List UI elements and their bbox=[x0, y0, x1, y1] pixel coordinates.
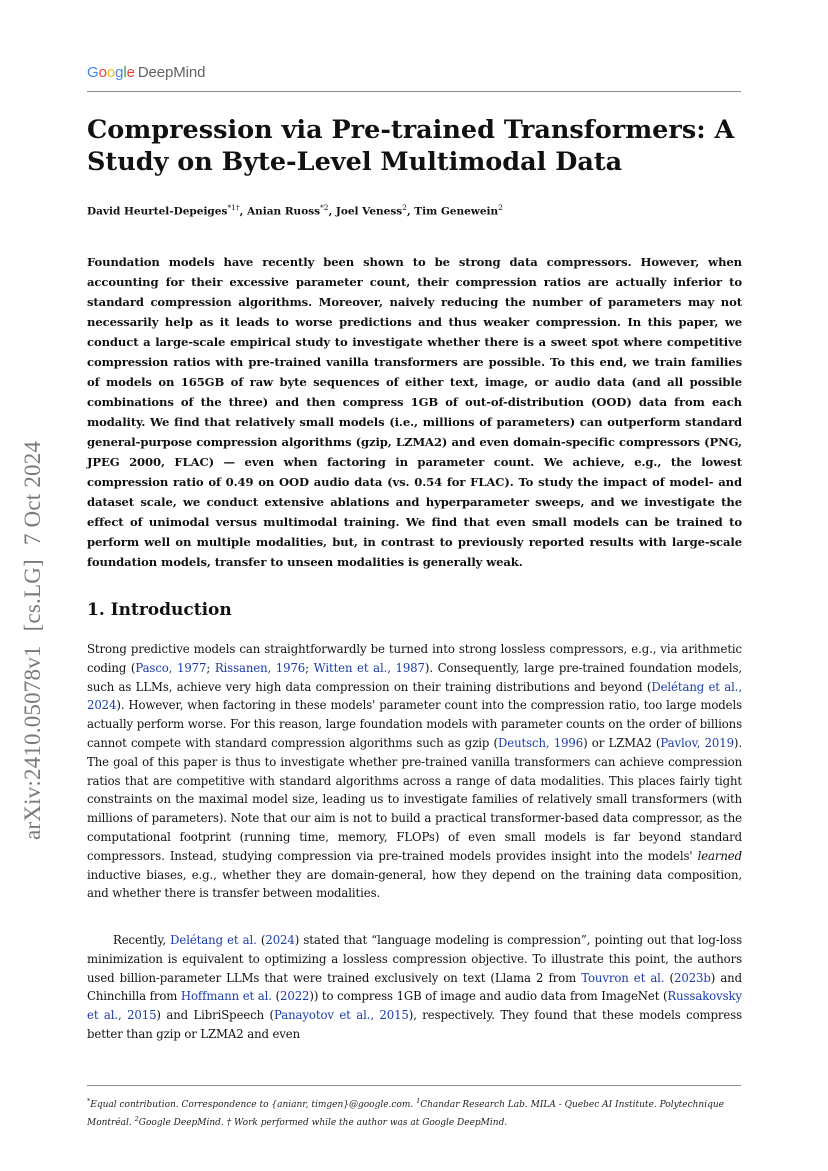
header-divider bbox=[87, 91, 741, 92]
abstract: Foundation models have recently been shown to be strong data compressors. However, when accounting for their excessive parameter count, their compression ratios are actually inferior to standard compression algorithms. Moreover, naively reducing the number of parameters may not necessarily help as it leads to worse predictions and thus weaker compression. In this paper, we conduct a large-scale empirical study to investigate whether there is a sweet spot where competitive compression ratios with pre-trained vanilla transformers are possible. To this end, we train families of models on 165GB of raw byte sequences of either text, image, or audio data (and all possible combinations of the three) and then compress 1GB of out-of-distribution (OOD) data from each modality. We find that relatively small models (i.e., millions of parameters) can outperform standard general-purpose compression algorithms (gzip, LZMA2) and even domain-specific compressors (PNG, JPEG 2000, FLAC) — even when factoring in parameter count. We achieve, e.g., the lowest compression ratio of 0.49 on OOD audio data (vs. 0.54 for FLAC). To study the impact of model- and dataset scale, we conduct extensive ablations and hyperparameter sweeps, and we investigate the effect of unimodal versus multimodal training. We find that even small models can be trained to perform well on multiple modalities, but, in contrast to previously reported results with large-scale foundation models, transfer to unseen modalities is generally weak. bbox=[87, 255, 742, 569]
footnote-text: Equal contribution. Correspondence to {anianr, timgen}@google.com. bbox=[90, 1100, 417, 1110]
paragraph-text: ) and Chinchilla from bbox=[87, 970, 742, 1004]
paragraph-text: inductive biases, e.g., whether they are domain-general, how they depend on the training data composition, and whether there is transfer between modalities. bbox=[87, 867, 742, 901]
citation-link[interactable]: Russakovsky et al., 2015 bbox=[87, 989, 743, 1023]
citation-link[interactable]: Pasco, 1977 bbox=[135, 660, 207, 675]
citation-link[interactable]: 2022 bbox=[280, 989, 310, 1004]
citation-link[interactable]: Pavlov, 2019 bbox=[660, 735, 734, 750]
citation-link[interactable]: Delétang et al., 2024 bbox=[87, 679, 742, 713]
author-name: Tim Genewein bbox=[414, 205, 499, 218]
logo-letter: o bbox=[106, 64, 116, 81]
intro-paragraph-2 bbox=[87, 931, 742, 1044]
arxiv-category: [cs.LG] bbox=[20, 559, 45, 632]
google-deepmind-logo bbox=[87, 64, 205, 81]
logo-letter: g bbox=[115, 64, 124, 81]
author-name: Joel Veness bbox=[335, 205, 403, 218]
paragraph-text: ). The goal of this paper is thus to investigate whether pre-trained vanilla transformers can achieve compression ratios that are competitive with standard algorithms across a range of data modalities. This places fairly tight constraints on the maximal model size, leading us to investigate families of relatively small transformers (with millions of parameters). Note that our aim is not to build a practical transformer-based data compressor, as the computational footprint (running time, memory, FLOPs) of even small models is far beyond standard compressors. Instead, studying compression via pre-trained models provides insight into the models' bbox=[87, 735, 742, 863]
arxiv-stamp bbox=[20, 427, 46, 840]
intro-paragraph-1 bbox=[87, 640, 742, 903]
emphasized-text: learned bbox=[697, 848, 742, 863]
citation-link[interactable]: Delétang et al. bbox=[170, 933, 257, 947]
paragraph-text: ). However, when factoring in these models' parameter count into the compression ratio, too large models actually perform worse. For this reason, large foundation models with parameter counts on the order of billions cannot compete with standard compression algorithms such as gzip ( bbox=[87, 698, 742, 750]
logo-letter: G bbox=[87, 64, 99, 81]
footnote-text: Chandar Research Lab. MILA - Quebec AI Institute. Polytechnique Montréal. bbox=[87, 1100, 724, 1128]
paragraph-text: ) stated that “language modeling is compression”, pointing out that log-loss minimization is equivalent to optimizing a lossless compression objective. To illustrate this point, the authors used billion-parameter LLMs that were trained exclusively on text (Llama 2 from bbox=[87, 933, 742, 985]
footnote bbox=[87, 1094, 742, 1130]
citation-link[interactable]: 2024 bbox=[265, 933, 295, 947]
paragraph-text: ), respectively. They found that these models compress better than gzip or LZMA2 and even bbox=[87, 1008, 743, 1041]
paragraph-text: ; bbox=[305, 660, 314, 675]
author-name: Anian Ruoss bbox=[246, 205, 321, 218]
author-list: David Heurtel-Depeiges$^{*1\dagger}$, Anian Ruoss$^{*2}$, Joel Veness$^2$, Tim Genewein$^2$ bbox=[87, 203, 503, 218]
logo-letter: o bbox=[98, 64, 107, 81]
paper-title: Compression via Pre-trained Transformers: A Study on Byte-Level Multimodal Data bbox=[87, 115, 735, 177]
paragraph-text: Strong predictive models can straightforwardly be turned into strong lossless compressors, e.g., via arithmetic coding ( bbox=[87, 642, 742, 675]
paragraph-text: ( bbox=[664, 970, 675, 985]
paragraph-text: ). Consequently, large pre-trained foundation models, such as LLMs, achieve very high data compression on their training distributions and beyond ( bbox=[87, 660, 743, 694]
paragraph-text: ) or LZMA2 ( bbox=[583, 735, 661, 750]
footnote-mark: * bbox=[87, 1097, 91, 1105]
citation-link[interactable]: Hoffmann et al. bbox=[180, 989, 272, 1004]
paragraph-text: )) to compress 1GB of image and audio data from ImageNet ( bbox=[309, 989, 668, 1004]
paragraph-text: ) and LibriSpeech ( bbox=[156, 1008, 274, 1023]
author-affiliation-mark: 2 bbox=[498, 203, 503, 212]
author-affiliation-mark: *1† bbox=[227, 203, 240, 212]
author-name: David Heurtel-Depeiges bbox=[87, 205, 228, 218]
citation-link[interactable]: 2023b bbox=[674, 970, 711, 985]
footnote-text: Google DeepMind. † Work performed while the author was at Google DeepMind. bbox=[138, 1118, 508, 1128]
paragraph-text: ; bbox=[206, 660, 215, 675]
logo-letter: e bbox=[126, 64, 135, 81]
author-affiliation-mark: 2 bbox=[402, 203, 407, 212]
arxiv-id: arXiv:2410.05078v1 bbox=[20, 645, 45, 840]
citation-link[interactable]: Witten et al., 1987 bbox=[313, 660, 425, 675]
logo-deepmind-text: DeepMind bbox=[137, 64, 206, 81]
section-heading-introduction: 1. Introduction bbox=[87, 600, 232, 620]
footnote-mark: 2 bbox=[134, 1115, 139, 1123]
citation-link[interactable]: Rissanen, 1976 bbox=[214, 660, 306, 675]
author-affiliation-mark: *2 bbox=[320, 203, 329, 212]
paragraph-text: Recently, bbox=[113, 933, 171, 947]
paragraph-text: ( bbox=[256, 933, 266, 947]
logo-letter: l bbox=[123, 64, 127, 81]
footnote-mark: 1 bbox=[416, 1097, 421, 1105]
citation-link[interactable]: Deutsch, 1996 bbox=[497, 735, 584, 750]
footnote-divider bbox=[87, 1085, 741, 1086]
arxiv-date: 7 Oct 2024 bbox=[20, 440, 45, 546]
paragraph-text: ( bbox=[271, 989, 281, 1004]
citation-link[interactable]: Touvron et al. bbox=[581, 970, 665, 985]
citation-link[interactable]: Panayotov et al., 2015 bbox=[274, 1008, 409, 1023]
